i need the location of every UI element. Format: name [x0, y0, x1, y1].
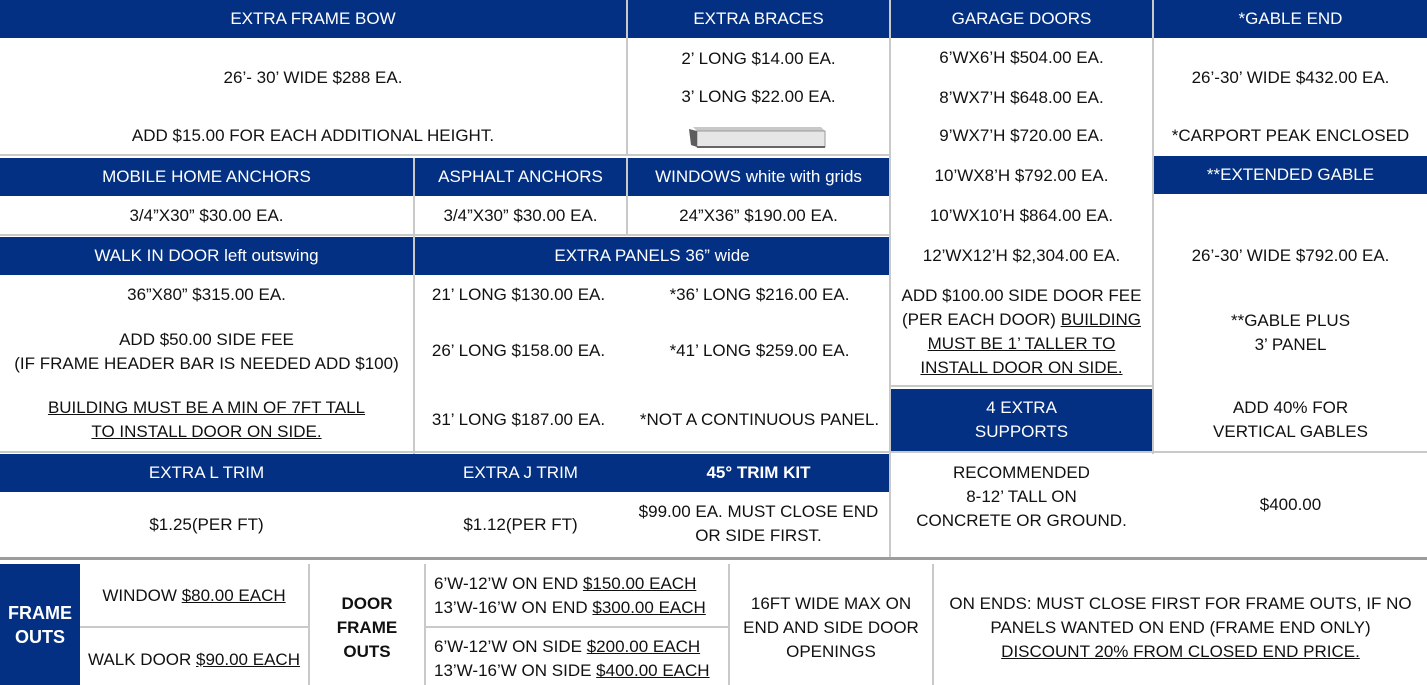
side-line1-price: $200.00 EACH [586, 637, 701, 656]
l-trim-value-text: $1.25(PER FT) [149, 515, 264, 534]
supports-price [1154, 490, 1427, 520]
door-frame-outs-label [310, 580, 424, 676]
trim-kit-value [628, 499, 889, 549]
windows-value-text: 24”X36” $190.00 EA. [679, 206, 838, 225]
window-frame-out [80, 570, 308, 622]
garage-door-size-item [891, 160, 1152, 192]
garage-door-size-item [891, 200, 1152, 232]
grid-line [891, 451, 1427, 453]
asphalt-anchors-value [415, 198, 626, 234]
walk-in-door-header-text: WALK IN DOOR left outswing [94, 246, 319, 265]
extra-braces-header-text: EXTRA BRACES [693, 9, 824, 28]
panel-price-text: 21’ LONG $130.00 EA. [431, 285, 606, 304]
garage-doors-header [891, 0, 1152, 38]
frame-outs-label-line1: FRAME [8, 602, 72, 623]
extra-braces-header [628, 0, 889, 38]
asphalt-anchors-value-text: 3/4”X30” $30.00 EA. [443, 206, 598, 225]
grid-line [426, 626, 728, 628]
j-trim-header [413, 454, 628, 492]
supports-price-text: $400.00 [1259, 495, 1322, 514]
garage-door-size-item [891, 42, 1152, 74]
end-line1-prefix: 6’W-12’W ON END [434, 574, 583, 593]
walk-door-frame-out [80, 634, 308, 685]
grid-line [932, 564, 934, 685]
grid-line [891, 385, 1152, 387]
frame-outs-label [0, 564, 80, 685]
garage-fee-line2 [902, 308, 1141, 332]
j-trim-value [413, 510, 628, 540]
grid-line [889, 0, 891, 557]
side-line2-prefix: 13’W-16’W ON SIDE [434, 661, 597, 680]
panel-price-item [632, 280, 887, 310]
door-frame-outs-end [426, 570, 728, 622]
asphalt-anchors-header [415, 158, 626, 196]
garage-fee-line2a: (PER EACH DOOR) [902, 310, 1061, 329]
walk-door-line3: (IF FRAME HEADER BAR IS NEEDED ADD $100) [14, 354, 399, 373]
braces-line2 [628, 82, 889, 112]
garage-door-size-text: 10’WX8’H $792.00 EA. [934, 166, 1109, 185]
door-frame-outs-line1: DOOR [341, 594, 393, 613]
frame-outs-note-line2: PANELS WANTED ON END (FRAME END ONLY) [990, 618, 1371, 637]
garage-door-size-text: 12’WX12’H $2,304.00 EA. [922, 246, 1121, 265]
grid-line [626, 158, 628, 236]
end-line2 [434, 596, 706, 620]
j-trim-header-text: EXTRA J TRIM [463, 463, 578, 482]
supports-header-line1: 4 EXTRA [986, 398, 1057, 417]
brace-image [628, 118, 889, 154]
four-extra-supports-header [891, 389, 1152, 451]
trim-kit-header-text: 45° TRIM KIT [706, 463, 811, 482]
extended-gable-line1 [1154, 238, 1427, 274]
garage-fee-line4: INSTALL DOOR ON SIDE. [920, 358, 1123, 377]
extra-panels-header-text: EXTRA PANELS 36” wide [554, 246, 750, 265]
window-frame-out-price: $80.00 EACH [181, 586, 286, 605]
gable-end-header-text: *GABLE END [1238, 9, 1343, 28]
mobile-home-anchors-value-text: 3/4”X30” $30.00 EA. [129, 206, 284, 225]
grid-line [0, 451, 889, 453]
extended-gable-header-text: **EXTENDED GABLE [1206, 165, 1375, 184]
door-frame-outs-line2: FRAME [336, 618, 398, 637]
walk-door-line5: TO INSTALL DOOR ON SIDE. [91, 422, 322, 441]
supports-rec-line3: CONCRETE OR GROUND. [916, 511, 1127, 530]
walk-door-frame-out-prefix: WALK DOOR [88, 649, 197, 669]
garage-door-fee [891, 284, 1152, 380]
trim-kit-line1: $99.00 EA. MUST CLOSE END [638, 502, 879, 521]
extra-frame-bow-header [0, 0, 626, 38]
panel-price-text: 31’ LONG $187.00 EA. [431, 410, 606, 429]
braces-line2-text: 3’ LONG $22.00 EA. [681, 87, 836, 106]
panel-price-item [632, 336, 887, 366]
door-frame-outs-side [426, 633, 728, 685]
frame-outs-note-line1: ON ENDS: MUST CLOSE FIRST FOR FRAME OUTS, IF NO [949, 594, 1412, 613]
l-trim-header [0, 454, 413, 492]
garage-door-size-item [891, 120, 1152, 152]
grid-line [0, 154, 889, 156]
braces-line1 [628, 44, 889, 74]
braces-line1-text: 2’ LONG $14.00 EA. [681, 49, 836, 68]
garage-door-size-text: 6’WX6’H $504.00 EA. [939, 48, 1104, 67]
garage-door-size-text: 8’WX7’H $648.00 EA. [939, 88, 1104, 107]
windows-value [628, 198, 889, 234]
mobile-home-anchors-value [0, 198, 413, 234]
trim-kit-header [628, 454, 889, 492]
window-frame-out-text [102, 584, 285, 608]
side-line2-price: $400.00 EACH [596, 661, 710, 680]
panel-price-text: 26’ LONG $158.00 EA. [431, 341, 606, 360]
side-line1 [434, 635, 700, 659]
supports-header-line2: SUPPORTS [974, 422, 1069, 441]
frame-bow-line2 [0, 118, 626, 154]
trim-kit-line2: OR SIDE FIRST. [695, 526, 822, 545]
panel-price-text: *NOT A CONTINUOUS PANEL. [639, 410, 880, 429]
extended-gable-line5: VERTICAL GABLES [1213, 422, 1368, 441]
grid-line [413, 158, 415, 454]
garage-fee-line2b: BUILDING [1060, 310, 1141, 329]
extra-frame-bow-header-text: EXTRA FRAME BOW [230, 9, 396, 28]
walk-door-line4: BUILDING MUST BE A MIN OF 7FT TALL [47, 398, 366, 417]
end-line1-price: $150.00 EACH [582, 574, 697, 593]
grid-line [308, 564, 310, 685]
max-width-line2: END AND SIDE DOOR [743, 618, 919, 637]
windows-header [628, 158, 889, 196]
garage-door-size-item [891, 240, 1152, 272]
end-line1 [434, 572, 696, 596]
windows-header-text: WINDOWS white with grids [655, 167, 862, 186]
frame-bow-line1 [0, 60, 626, 96]
max-width-note [730, 580, 932, 676]
walk-door-note [0, 395, 413, 445]
extended-gable-line3: 3’ PANEL [1254, 335, 1327, 354]
l-trim-header-text: EXTRA L TRIM [148, 463, 265, 482]
panel-price-item [415, 336, 622, 366]
frame-outs-note-line3: DISCOUNT 20% FROM CLOSED END PRICE. [1001, 642, 1360, 661]
side-line1-prefix: 6’W-12’W ON SIDE [434, 637, 587, 656]
extended-gable-line4: ADD 40% FOR [1232, 398, 1349, 417]
walk-in-door-header [0, 237, 413, 275]
panel-price-item [415, 405, 622, 435]
mobile-home-anchors-header-text: MOBILE HOME ANCHORS [102, 167, 311, 186]
gable-end-line1 [1154, 60, 1427, 96]
grid-line [1152, 0, 1154, 454]
gable-end-line1-text: 26’-30’ WIDE $432.00 EA. [1191, 68, 1390, 87]
extended-gable-plus [1154, 308, 1427, 358]
garage-door-size-item [891, 82, 1152, 114]
walk-door-frame-out-price: $90.00 EACH [196, 649, 300, 669]
gable-end-line2-text: *CARPORT PEAK ENCLOSED [1171, 126, 1410, 145]
walk-door-line1-text: 36”X80” $315.00 EA. [127, 285, 286, 304]
side-line2 [434, 659, 710, 683]
end-line2-prefix: 13’W-16’W ON END [434, 598, 593, 617]
panel-price-item [415, 280, 622, 310]
walk-door-frame-out-text [88, 648, 300, 672]
gable-end-line2 [1154, 118, 1427, 154]
walk-door-fee [0, 327, 413, 377]
grid-line [424, 564, 426, 685]
max-width-line3: OPENINGS [786, 642, 876, 661]
panel-price-text: *41’ LONG $259.00 EA. [669, 341, 850, 360]
extended-gable-line2: **GABLE PLUS [1230, 311, 1351, 330]
garage-doors-header-text: GARAGE DOORS [951, 9, 1092, 28]
frame-outs-label-line2: OUTS [14, 626, 65, 647]
walk-door-line1 [0, 280, 413, 310]
l-trim-value [0, 510, 413, 540]
end-line2-price: $300.00 EACH [592, 598, 706, 617]
panel-price-item [632, 405, 887, 435]
window-frame-out-prefix: WINDOW [102, 586, 182, 605]
door-frame-outs-line3: OUTS [343, 642, 391, 661]
brace-bracket-icon [689, 125, 829, 151]
panel-price-text: *36’ LONG $216.00 EA. [669, 285, 850, 304]
grid-line [0, 234, 889, 236]
supports-rec-line1: RECOMMENDED [953, 463, 1090, 482]
j-trim-value-text: $1.12(PER FT) [463, 515, 578, 534]
garage-door-size-text: 9’WX7’H $720.00 EA. [939, 126, 1104, 145]
extended-gable-line1-text: 26’-30’ WIDE $792.00 EA. [1191, 246, 1390, 265]
section-divider [0, 557, 1427, 560]
gable-end-header [1154, 0, 1427, 38]
extra-panels-header [415, 237, 889, 275]
max-width-line1: 16FT WIDE MAX ON [750, 594, 912, 613]
supports-rec-line2: 8-12’ TALL ON [966, 487, 1077, 506]
grid-line [80, 626, 308, 628]
garage-fee-line1: ADD $100.00 SIDE DOOR FEE [901, 286, 1142, 305]
garage-fee-line3: MUST BE 1’ TALLER TO [927, 334, 1116, 353]
grid-line [728, 564, 730, 685]
asphalt-anchors-header-text: ASPHALT ANCHORS [438, 167, 603, 186]
garage-door-size-text: 10’WX10’H $864.00 EA. [929, 206, 1114, 225]
extended-gable-vertical [1154, 395, 1427, 445]
extended-gable-header [1154, 156, 1427, 194]
frame-bow-line2-text: ADD $15.00 FOR EACH ADDITIONAL HEIGHT. [131, 126, 495, 145]
mobile-home-anchors-header [0, 158, 413, 196]
frame-outs-end-note [934, 580, 1427, 676]
walk-door-line2: ADD $50.00 SIDE FEE [119, 330, 294, 349]
supports-recommendation [891, 458, 1152, 536]
frame-bow-line1-text: 26’- 30’ WIDE $288 EA. [223, 68, 403, 87]
grid-line [626, 0, 628, 154]
